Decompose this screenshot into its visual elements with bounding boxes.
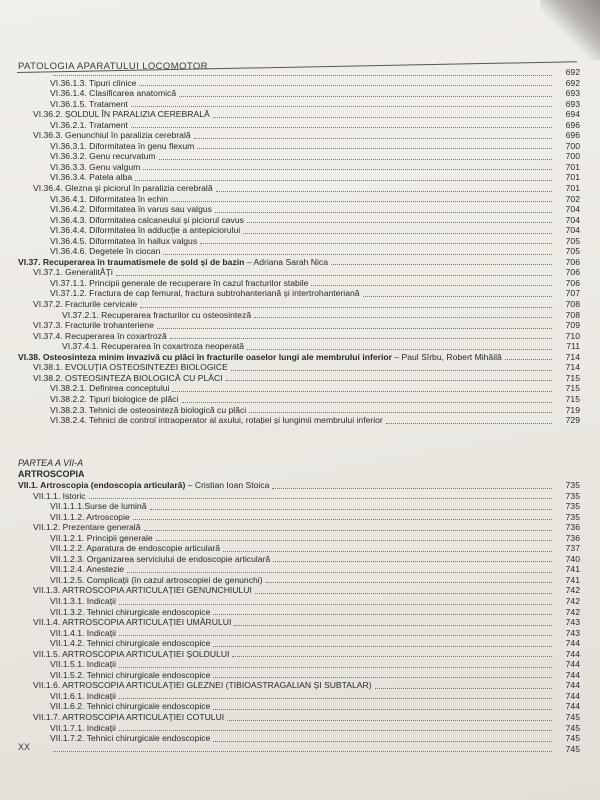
toc-entry-page: 735: [565, 480, 580, 490]
toc-entry-title: VI.36.4.6. Degetele în ciocan: [50, 246, 161, 257]
dot-leader: [53, 741, 552, 753]
toc-entry-title: VI.36.4.4. Diformitatea în adducție a antepiciorului: [50, 225, 241, 236]
toc-entry-title: VII.1.5. ARTROSCOPIA ARTICULAȚIEI ȘOLDULUI: [33, 648, 230, 659]
toc-entry-page: 711: [566, 341, 580, 352]
part-name: ARTROSCOPIA: [18, 469, 85, 479]
toc-entry-page: 735: [565, 501, 580, 512]
toc-entry-title: VI.36.3.4. Patela alba: [50, 172, 133, 183]
toc-entry-page: 736: [565, 522, 580, 533]
toc-entry-page: 696: [565, 130, 580, 141]
toc-entry-page: 692: [565, 67, 580, 77]
toc-entry-title: VII.1.2.2. Aparatura de endoscopie articulară: [50, 543, 221, 554]
toc-entry-title: VI.36.3.3. Genu valgum: [50, 161, 141, 172]
dot-leader: [386, 412, 552, 424]
toc-entry-page: 696: [565, 119, 580, 130]
toc-entry-page: 714: [565, 362, 580, 373]
toc-entry-page: 743: [565, 617, 580, 628]
toc-entry-title: VI.37.2.1. Recuperarea fracturilor cu osteosinteză: [62, 309, 252, 320]
toc-entry-title: VII.1.6. ARTROSCOPIA ARTICULAȚIEI GLEZNEI (TIBIOASTRAGALIAN ȘI SUBTALAR): [33, 680, 372, 691]
toc-entry-title: VI.36.1.4. Clasificarea anatomică: [50, 88, 177, 99]
toc-entry-page: 735: [565, 490, 580, 501]
toc-entry-title: VI.37.1.2. Fractura de cap femural, fractura subtrohanteriană și intertrohanteriană: [50, 288, 360, 299]
toc-entry-title: VII.1.1.1.Surse de lumină: [50, 501, 147, 512]
toc-entry-page: 708: [565, 309, 580, 320]
toc-entry-title: VII.1.2.3. Organizarea serviciului de endoscopie articulară: [50, 553, 271, 564]
toc-entry-title: VII.1.7. ARTROSCOPIA ARTICULAȚIEI COTULUI: [33, 712, 225, 723]
toc-entry-title: VII.1.1. Istoric: [33, 490, 86, 501]
toc-entry-title: VI.36.2.1. Tratament: [50, 119, 128, 130]
toc-entry-title: VII.1.2.1. Principii generale: [50, 532, 153, 543]
toc-entry-page: 744: [565, 648, 580, 659]
toc-entry-title: VI.38.2.1. Definirea conceptului: [50, 383, 170, 394]
toc-entry-page: 705: [565, 246, 580, 257]
toc-entry-title: VII.1.7.1. Indicații: [50, 722, 116, 733]
toc-entry-title: VI.36.3. Genunchiul în paralizia cerebrală: [33, 130, 191, 141]
toc-entry-title: VI.37.2. Fracturile cervicale: [33, 299, 138, 310]
toc-entry-page: 700: [565, 151, 580, 162]
toc-entry-title: VII.1.3.1. Indicații: [50, 596, 116, 607]
toc-entry-page: 706: [565, 256, 580, 267]
page-corner-shadow: [540, 0, 600, 60]
toc-entry-title: VII.1.7.2. Tehnici chirurgicale endoscopice: [50, 733, 211, 744]
toc-entry-page: 700: [565, 140, 580, 151]
toc-section-vii: [0, 480, 600, 754]
toc-entry-page: 701: [565, 161, 580, 172]
toc-entry: [0, 744, 600, 755]
toc-entry-page: 744: [565, 680, 580, 691]
toc-entry-title: VI.38.2. OSTEOSINTEZA BIOLOGICĂ CU PLĂCI: [33, 372, 223, 383]
toc-entry-title: VII.1.4. ARTROSCOPIA ARTICULAȚIEI UMĂRULUI: [33, 617, 232, 628]
toc-entry-title: VI.37. Recuperarea în traumatismele de șold și de bazin – Adriana Sarah Nica: [18, 256, 328, 267]
toc-entry-page: 743: [565, 627, 580, 638]
toc-entry-title: VII.1.3. ARTROSCOPIA ARTICULAȚIEI GENUNCHIULUI: [33, 585, 252, 596]
page-number: XX: [18, 742, 31, 752]
toc-entry-title: VI.36.4.1. Diformitatea în echin: [50, 193, 168, 204]
toc-entry-page: 708: [565, 299, 580, 310]
toc-entry-page: 707: [565, 288, 580, 299]
toc-entry-page: 744: [565, 659, 580, 670]
toc-entry-page: 701: [565, 172, 580, 183]
toc-entry-title: VI.37.1. GeneralitĂȚi: [33, 267, 113, 278]
toc-entry-page: 692: [565, 77, 580, 88]
toc-entry-page: 706: [565, 267, 580, 278]
toc-entry-title: VI.36.4.2. Diformitatea în varus sau valgus: [50, 204, 212, 215]
toc-entry-page: 745: [565, 712, 580, 723]
toc-entry-title: VI.38.2.2. Tipuri biologice de plăci: [50, 393, 179, 404]
toc-entry-title: VI.37.4.1. Recuperarea în coxartroza neoperată: [62, 341, 245, 352]
toc-entry-page: 705: [565, 235, 580, 246]
toc-entry-title: VII.1.5.1. Indicații: [50, 659, 116, 670]
toc-entry-title: VI.37.3. Fracturile trohanteriene: [33, 320, 154, 331]
toc-entry-page: 745: [565, 722, 580, 733]
toc-entry-title: VI.36.1.3. Tipuri clinice: [50, 77, 137, 88]
toc-entry-author: – Paul Sîrbu, Robert Mihăilă: [391, 351, 502, 362]
toc-entry: [0, 415, 600, 426]
toc-entry-page: 714: [565, 351, 580, 362]
toc-entry-title: VII.1.2. Prezentare generală: [33, 522, 141, 533]
toc-entry-page: 745: [565, 733, 580, 744]
toc-entry-page: 742: [565, 585, 580, 596]
running-header: PATOLOGIA APARATULUI LOCOMOTOR: [18, 61, 208, 72]
toc-entry-title: VI.38.2.4. Tehnici de control intraoperator al axului, rotației și lungimii membrului inferior: [50, 415, 383, 426]
toc-entry-page: 741: [565, 574, 580, 585]
toc-entry-page: 693: [565, 88, 580, 99]
toc-entry-page: 706: [565, 277, 580, 288]
toc-entry-title: VI.36.2. ȘOLDUL ÎN PARALIZIA CEREBRALĂ: [33, 109, 210, 120]
toc-entry-page: 742: [565, 596, 580, 607]
toc-entry-title: VII.1.4.1. Indicații: [50, 627, 116, 638]
toc-entry-title: VI.38. Osteosinteza minim invazivă cu plăci în fracturile oaselor lungi ale membrului inferior – Paul Sîrbu, Robert Mihăilă: [18, 351, 502, 362]
toc-entry-page: 719: [565, 404, 580, 415]
toc-entry-title: VII.1.3.2. Tehnici chirurgicale endoscopice: [50, 606, 211, 617]
toc-entry-page: 704: [565, 214, 580, 225]
toc-entry-title: VII.1.2.4. Anestezie: [50, 564, 125, 575]
toc-entry-title: VII.1.2.5. Complicații (în cazul artroscopiei de genunchi): [50, 574, 263, 585]
toc-entry-page: 744: [565, 638, 580, 649]
toc-entry-page: 741: [565, 564, 580, 575]
toc-entry-title: VII.1. Artroscopia (endoscopia articulară) – Cristian Ioan Stoica: [18, 480, 270, 490]
toc-entry-page: 744: [565, 669, 580, 680]
toc-entry-page: 693: [565, 98, 580, 109]
toc-entry-page: 744: [565, 690, 580, 701]
toc-entry-title: VII.1.6.2. Tehnici chirurgicale endoscopice: [50, 701, 211, 712]
toc-entry-page: 701: [565, 183, 580, 194]
toc-entry-title: VI.37.4. Recuperarea în coxartroză: [33, 330, 167, 341]
toc-entry-page: 735: [565, 511, 580, 522]
toc-entry-title: VII.1.4.2. Tehnici chirurgicale endoscopice: [50, 638, 211, 649]
toc-entry-title: VI.38.1. EVOLUȚIA OSTEOSINTEZEI BIOLOGICE: [33, 362, 228, 373]
toc-entry-page: 742: [565, 606, 580, 617]
toc-entry-page: 736: [565, 532, 580, 543]
toc-entry-author: – Cristian Ioan Stoica: [185, 480, 270, 490]
toc-entry-page: 745: [565, 743, 580, 754]
toc-entry-page: 737: [565, 543, 580, 554]
toc-entry-page: 744: [565, 701, 580, 712]
toc-entry-title: VI.36.3.1. Diformitatea în genu flexum: [50, 140, 195, 151]
toc-entry-title: VI.37.1.1. Principii generale de recuperare în cazul fracturilor stabile: [50, 277, 309, 288]
toc-section-vi: [0, 67, 600, 426]
toc-entry-page: 740: [565, 553, 580, 564]
toc-entry-page: 694: [565, 109, 580, 120]
toc-entry-page: 715: [565, 372, 580, 383]
toc-entry-page: 710: [565, 330, 580, 341]
toc-entry-page: 704: [565, 225, 580, 236]
toc-entry-title: VI.36.4.3. Diformitatea calcaneului și piciorul cavus: [50, 214, 244, 225]
toc-entry-title: VI.36.4. Glezna și piciorul în paralizia cerebrală: [33, 183, 213, 194]
toc-entry-title: VI.38.2.3. Tehnici de osteosinteză biologică cu plăci: [50, 404, 247, 415]
toc-entry-title: VI.36.3.2. Genu recurvatum: [50, 151, 156, 162]
toc-entry-title: VI.36.4.5. Diformitatea în hallux valgus: [50, 235, 198, 246]
toc-entry-author: – Adriana Sarah Nica: [244, 256, 328, 267]
toc-entry-page: 702: [565, 193, 580, 204]
toc-entry-page: 709: [565, 320, 580, 331]
toc-entry-page: 729: [565, 415, 580, 426]
toc-entry-page: 704: [565, 204, 580, 215]
toc-entry-title: VII.1.1.2. Artroscopie: [50, 511, 130, 522]
toc-entry-page: 715: [565, 393, 580, 404]
toc-entry-title: VII.1.5.2. Tehnici chirurgicale endoscopice: [50, 669, 211, 680]
toc-entry-page: 715: [565, 383, 580, 394]
toc-entry-title: VI.36.1.5. Tratament: [50, 98, 128, 109]
toc-entry-title: VII.1.6.1. Indicații: [50, 690, 116, 701]
part-label: PARTEA A VII-A: [18, 458, 84, 468]
